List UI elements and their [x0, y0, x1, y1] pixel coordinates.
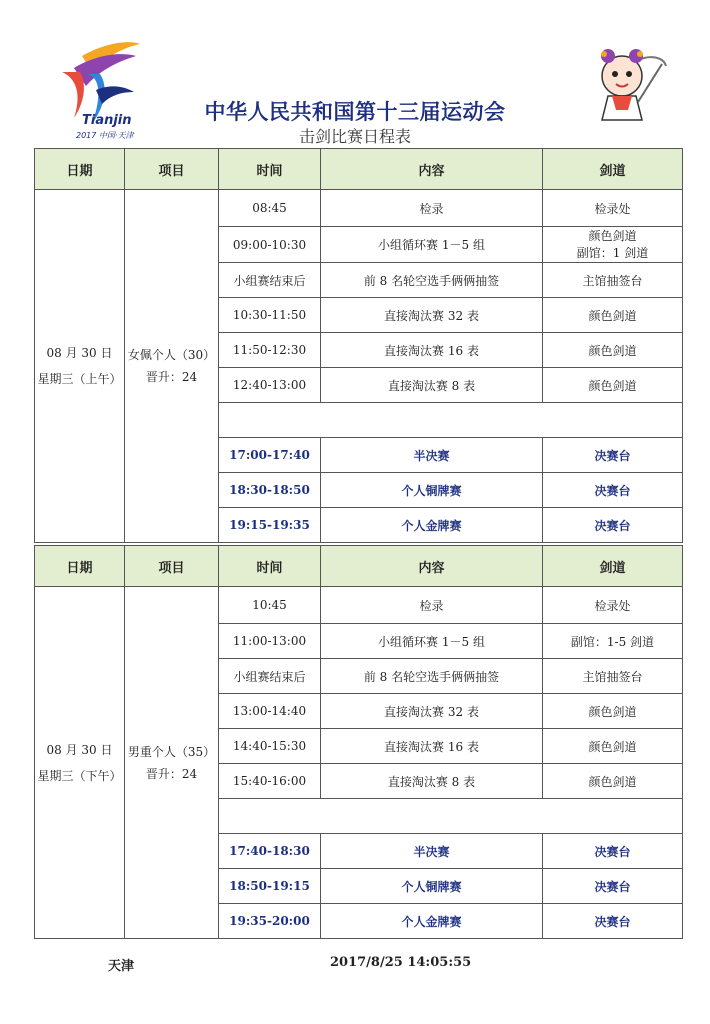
time-cell: 08:45 — [219, 190, 321, 227]
content-cell: 前 8 名轮空选手俩俩抽签 — [321, 659, 543, 694]
promote-text: 晋升：24 — [145, 370, 198, 384]
page-subtitle: 击剑比赛日程表 — [298, 127, 411, 146]
content-cell: 小组循环赛 1－5 组 — [321, 227, 543, 263]
content-cell: 检录 — [321, 190, 543, 227]
column-header-event: 项目 — [125, 546, 219, 587]
event-text: 男重个人（35） — [127, 744, 216, 759]
time-cell: 19:15-19:35 — [219, 508, 321, 543]
content-cell: 个人金牌赛 — [321, 904, 543, 939]
weekday-text: 星期三（下午） — [37, 768, 122, 783]
table-row — [35, 190, 683, 227]
table-header-row — [35, 149, 683, 190]
footer-timestamp: 2017/8/25 14:05:55 — [330, 955, 472, 970]
content-cell: 直接淘汰赛 32 表 — [321, 298, 543, 333]
schedule-table-afternoon — [34, 545, 683, 939]
time-cell: 小组赛结束后 — [219, 659, 321, 694]
piste-cell: 颜色剑道 — [543, 298, 683, 333]
time-cell: 12:40-13:00 — [219, 368, 321, 403]
piste-line-1: 颜色剑道 — [588, 228, 637, 243]
content-cell: 半决赛 — [321, 438, 543, 473]
event-text: 女佩个人（30） — [127, 348, 216, 362]
piste-cell: 决赛台 — [543, 438, 683, 473]
time-cell: 18:50-19:15 — [219, 869, 321, 904]
time-cell: 17:00-17:40 — [219, 438, 321, 473]
column-header-content: 内容 — [321, 149, 543, 190]
weekday-text: 星期三（上午） — [37, 372, 122, 386]
time-cell: 09:00-10:30 — [219, 227, 321, 263]
date-text: 08 月 30 日 — [46, 742, 113, 757]
event-cell — [125, 190, 219, 543]
piste-cell — [543, 227, 683, 263]
column-header-time: 时间 — [219, 149, 321, 190]
piste-cell: 决赛台 — [543, 834, 683, 869]
content-cell: 个人铜牌赛 — [321, 869, 543, 904]
piste-cell: 颜色剑道 — [543, 729, 683, 764]
piste-cell: 副馆：1-5 剑道 — [543, 624, 683, 659]
date-text: 08 月 30 日 — [46, 346, 113, 360]
column-header-time: 时间 — [219, 546, 321, 587]
piste-cell: 颜色剑道 — [543, 333, 683, 368]
piste-cell: 主馆抽签台 — [543, 263, 683, 298]
piste-cell: 颜色剑道 — [543, 368, 683, 403]
piste-cell: 检录处 — [543, 587, 683, 624]
column-header-piste: 剑道 — [543, 149, 683, 190]
time-cell: 19:35-20:00 — [219, 904, 321, 939]
time-cell: 小组赛结束后 — [219, 263, 321, 298]
time-cell: 17:40-18:30 — [219, 834, 321, 869]
column-header-date: 日期 — [35, 546, 125, 587]
time-cell: 14:40-15:30 — [219, 729, 321, 764]
column-header-date: 日期 — [35, 149, 125, 190]
promote-text: 晋升：24 — [145, 766, 198, 781]
content-cell: 前 8 名轮空选手俩俩抽签 — [321, 263, 543, 298]
piste-cell: 决赛台 — [543, 508, 683, 543]
content-cell: 直接淘汰赛 16 表 — [321, 729, 543, 764]
column-header-content: 内容 — [321, 546, 543, 587]
piste-cell: 决赛台 — [543, 869, 683, 904]
piste-cell: 检录处 — [543, 190, 683, 227]
content-cell: 直接淘汰赛 32 表 — [321, 694, 543, 729]
content-cell: 小组循环赛 1－5 组 — [321, 624, 543, 659]
event-cell — [125, 587, 219, 939]
content-cell: 个人金牌赛 — [321, 508, 543, 543]
empty-cell — [219, 403, 683, 438]
footer-location: 天津 — [108, 959, 135, 974]
page-title: 中华人民共和国第十三届运动会 — [204, 100, 506, 124]
time-cell: 11:50-12:30 — [219, 333, 321, 368]
content-cell: 个人铜牌赛 — [321, 473, 543, 508]
logo-text: Tianjin — [82, 113, 132, 128]
time-cell: 10:30-11:50 — [219, 298, 321, 333]
piste-cell: 颜色剑道 — [543, 764, 683, 799]
empty-cell — [219, 799, 683, 834]
table-header-row — [35, 546, 683, 587]
time-cell: 15:40-16:00 — [219, 764, 321, 799]
piste-cell: 决赛台 — [543, 473, 683, 508]
table-row — [35, 587, 683, 624]
content-cell: 直接淘汰赛 8 表 — [321, 368, 543, 403]
time-cell: 10:45 — [219, 587, 321, 624]
piste-line-2: 副馆：1 剑道 — [576, 245, 649, 260]
piste-cell: 主馆抽签台 — [543, 659, 683, 694]
time-cell: 13:00-14:40 — [219, 694, 321, 729]
time-cell: 18:30-18:50 — [219, 473, 321, 508]
column-header-event: 项目 — [125, 149, 219, 190]
date-cell — [35, 190, 125, 543]
column-header-piste: 剑道 — [543, 546, 683, 587]
piste-cell: 颜色剑道 — [543, 694, 683, 729]
schedule-table-morning — [34, 148, 683, 543]
time-cell: 11:00-13:00 — [219, 624, 321, 659]
content-cell: 半决赛 — [321, 834, 543, 869]
piste-cell: 决赛台 — [543, 904, 683, 939]
content-cell: 检录 — [321, 587, 543, 624]
content-cell: 直接淘汰赛 8 表 — [321, 764, 543, 799]
content-cell: 直接淘汰赛 16 表 — [321, 333, 543, 368]
date-cell — [35, 587, 125, 939]
logo-subtext: 2017 中国·天津 — [76, 131, 134, 140]
